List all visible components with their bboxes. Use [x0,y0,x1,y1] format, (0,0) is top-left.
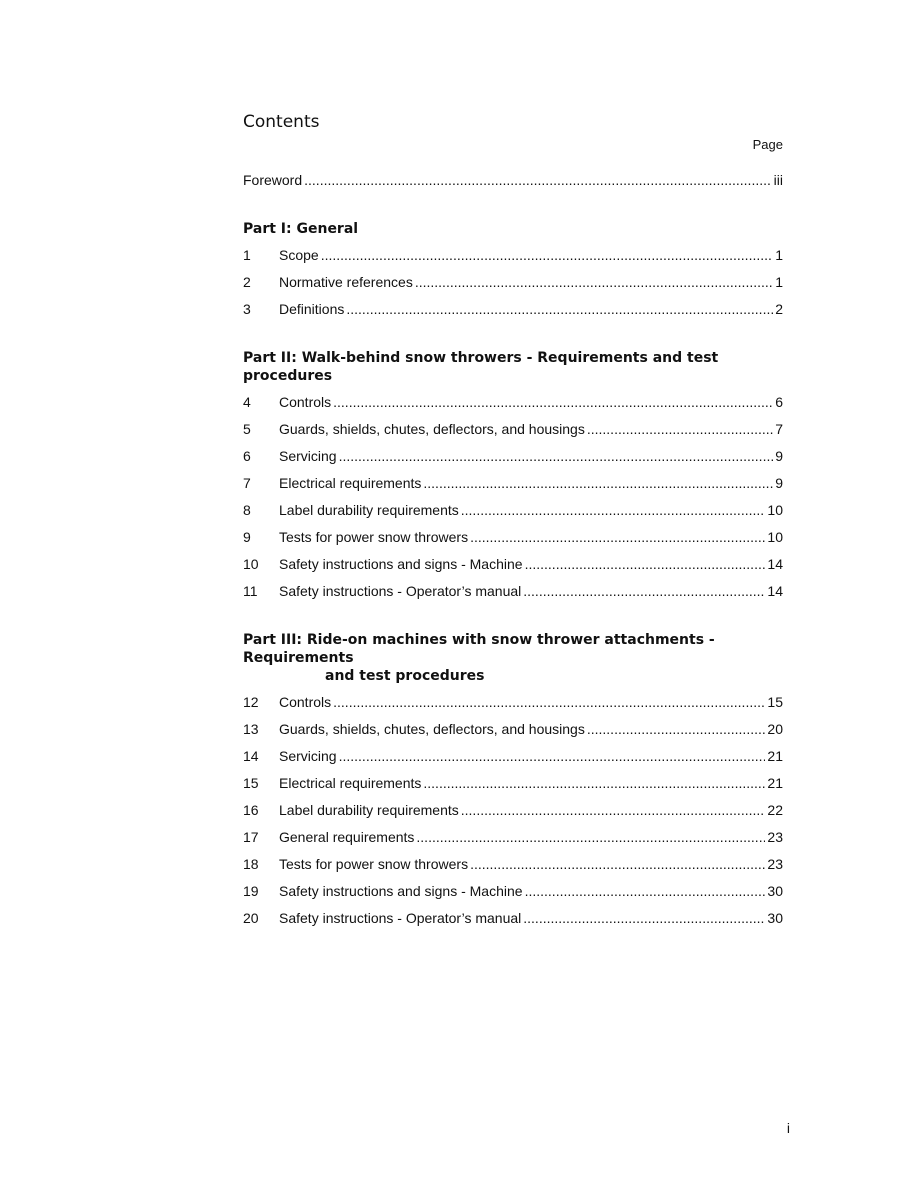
toc-entry-page: 9 [775,448,783,464]
part-1-block [243,220,783,323]
toc-entry-number: 2 [243,274,251,290]
toc-entry[interactable] [243,824,783,851]
toc-entry-number: 10 [243,556,259,572]
toc-entry-title: Safety instructions and signs - Machine [279,883,523,899]
toc-entry-title: General requirements [279,829,415,845]
dot-leader [339,443,774,470]
toc-entry-page: 30 [767,883,783,899]
toc-entry-page: 10 [767,529,783,545]
toc-entry-title: Guards, shields, chutes, deflectors, and housings [279,421,585,437]
dot-leader [523,905,765,932]
toc-entry[interactable] [243,551,783,578]
dot-leader [415,269,773,296]
toc-entry-number: 20 [243,910,259,926]
toc-entry[interactable] [243,242,783,269]
toc-entry-number: 16 [243,802,259,818]
toc-entry[interactable] [243,578,783,605]
toc-entry-page: 9 [775,475,783,491]
toc-entry[interactable] [243,905,783,932]
toc-entry-number: 12 [243,694,259,710]
toc-entry-page: 2 [775,301,783,317]
toc-entry-title: Controls [279,694,332,710]
toc-entry-number: 5 [243,421,251,437]
toc-entry-number: 9 [243,529,251,545]
toc-entry[interactable] [243,716,783,743]
toc-entry-title: Controls [279,394,332,410]
toc-entry-title: Safety instructions - Operator’s manual [279,910,522,926]
toc-entry-number: 15 [243,775,259,791]
toc-entry[interactable] [243,743,783,770]
part-3-block [243,631,783,932]
toc-entry-page: 14 [767,583,783,599]
toc-entry-page: 6 [775,394,783,410]
dot-leader [587,716,766,743]
dot-leader [423,470,773,497]
dot-leader [304,167,772,194]
dot-leader [470,851,765,878]
toc-entry-number: 13 [243,721,259,737]
dot-leader [333,689,765,716]
toc-entry[interactable] [243,878,783,905]
dot-leader [525,878,766,905]
toc-entry-title: Safety instructions - Operator’s manual [279,583,522,599]
toc-entry[interactable] [243,497,783,524]
toc-entry-number: 4 [243,394,251,410]
toc-entry[interactable] [243,851,783,878]
toc-entry[interactable] [243,389,783,416]
part-heading-continuation: and test procedures [325,668,485,684]
toc-entry-page: iii [773,172,783,188]
toc-entry-title: Safety instructions and signs - Machine [279,556,523,572]
toc-entry-page: 30 [767,910,783,926]
dot-leader [333,389,773,416]
part-2-block [243,349,783,605]
contents-title: Contents [243,112,320,132]
toc-entry[interactable] [243,770,783,797]
toc-entry-number: 6 [243,448,251,464]
part-heading [243,220,783,238]
toc-entry-title: Tests for power snow throwers [279,856,469,872]
toc-entry-title: Label durability requirements [279,502,459,518]
dot-leader [416,824,765,851]
toc-entry-title: Electrical requirements [279,475,422,491]
toc-entry[interactable] [243,443,783,470]
toc-entry[interactable] [243,416,783,443]
toc-entry-number: 19 [243,883,259,899]
dot-leader [461,497,766,524]
dot-leader [339,743,766,770]
toc-entry-number: 3 [243,301,251,317]
toc-entry-number: 18 [243,856,259,872]
toc-entry[interactable] [243,524,783,551]
toc-entry-title: Label durability requirements [279,802,459,818]
toc-entry-number: 8 [243,502,251,518]
toc-entry-title: Scope [279,247,319,263]
dot-leader [523,578,765,605]
toc-entry-page: 23 [767,829,783,845]
toc-entry-page: 10 [767,502,783,518]
toc-entry-title: Tests for power snow throwers [279,529,469,545]
toc-entry-title: Servicing [279,748,337,764]
dot-leader [470,524,765,551]
toc-entry[interactable] [243,470,783,497]
toc-entry[interactable] [243,689,783,716]
part-heading [243,349,783,385]
toc-page [243,110,783,932]
dot-leader [321,242,774,269]
toc-entry-number: 14 [243,748,259,764]
toc-entry-number: 7 [243,475,251,491]
toc-entry-foreword[interactable] [243,167,783,194]
toc-entry-page: 21 [767,748,783,764]
toc-entry-title: Foreword [243,172,303,188]
dot-leader [423,770,765,797]
part-heading-text: Part II: Walk-behind snow throwers - Requirements and test procedures [243,350,719,384]
dot-leader [587,416,773,443]
toc-entry-number: 17 [243,829,259,845]
toc-entry[interactable] [243,296,783,323]
toc-entry-page: 21 [767,775,783,791]
toc-entry-page: 1 [775,247,783,263]
toc-entry-title: Electrical requirements [279,775,422,791]
page-column-heading: Page [752,137,783,152]
part-heading-text: Part III: Ride-on machines with snow thrower attachments - Requirements [243,632,715,666]
toc-entry-page: 23 [767,856,783,872]
toc-entry-page: 7 [775,421,783,437]
toc-entry-page: 15 [767,694,783,710]
toc-entry[interactable] [243,269,783,296]
dot-leader [346,296,773,323]
dot-leader [461,797,766,824]
dot-leader [525,551,766,578]
toc-entry-page: 20 [767,721,783,737]
footer-page-number: i [786,1120,790,1136]
toc-entry-number: 1 [243,247,251,263]
toc-entry-page: 14 [767,556,783,572]
toc-entry-number: 11 [243,583,258,599]
toc-entry[interactable] [243,797,783,824]
part-heading-text: Part I: General [243,221,359,237]
toc-entry-page: 1 [775,274,783,290]
part-heading [243,631,783,685]
toc-entry-title: Normative references [279,274,413,290]
toc-entry-title: Definitions [279,301,345,317]
toc-entry-title: Guards, shields, chutes, deflectors, and housings [279,721,585,737]
toc-entry-page: 22 [767,802,783,818]
toc-entry-title: Servicing [279,448,337,464]
